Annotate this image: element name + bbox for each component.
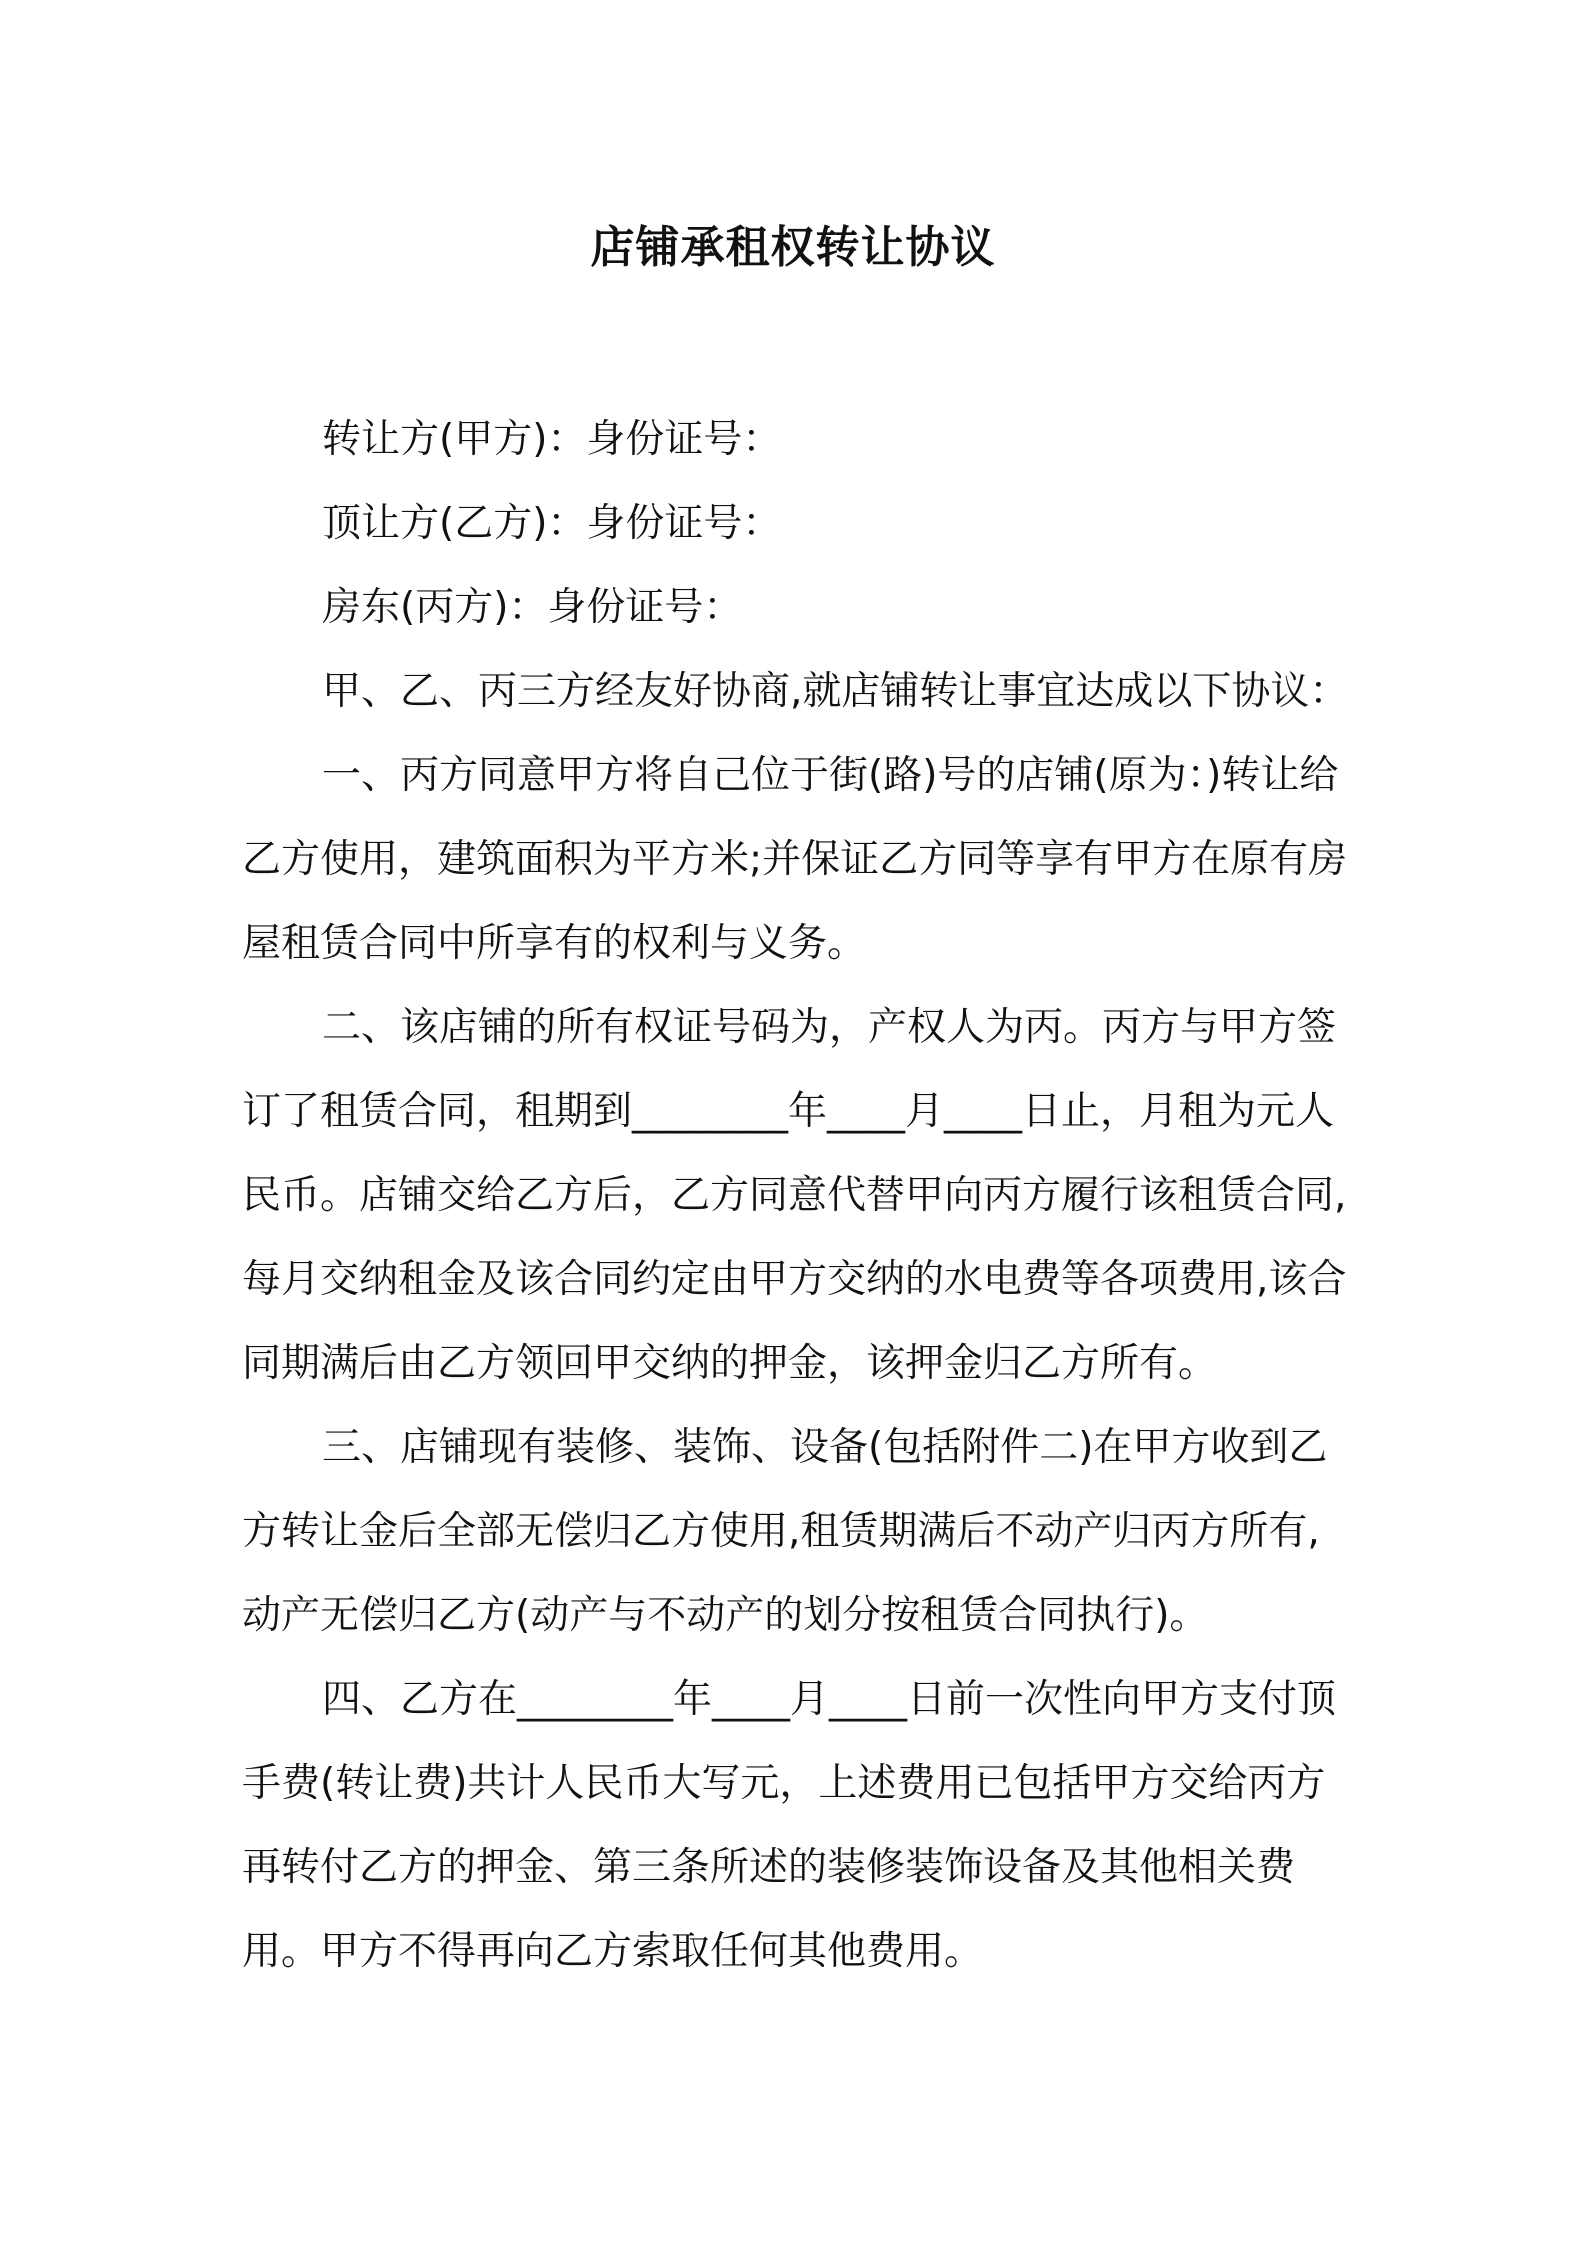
clause-2: 二、该店铺的所有权证号码为，产权人为丙。丙方与甲方签订了租赁合同，租期到________年____月____日止，月租为元人民币。店铺交给乙方后，乙方同意代替甲向丙方履行该租赁合同,每月交纳租金及该合同约定由甲方交纳的水电费等各项费用,该合同期满后由乙方领回甲交纳的押金，该押金归乙方所有。 xyxy=(242,1005,1347,1386)
clause-3: 三、店铺现有装修、装饰、设备(包括附件二)在甲方收到乙方转让金后全部无偿归乙方使用,租赁期满后不动产归丙方所有,动产无偿归乙方(动产与不动产的划分按租赁合同执行)。 xyxy=(242,1425,1328,1638)
agreement-intro: 甲、乙、丙三方经友好协商,就店铺转让事宜达成以下协议： xyxy=(322,669,1349,714)
document-body xyxy=(242,398,1356,1994)
clause-4: 四、乙方在________年____月____日前一次性向甲方支付顶手费(转让费)共计人民币大写元，上述费用已包括甲方交给丙方再转付乙方的押金、第三条所述的装修装饰设备及其他相关费用。甲方不得再向乙方索取任何其他费用。 xyxy=(242,1677,1337,1974)
clause-1: 一、丙方同意甲方将自己位于街(路)号的店铺(原为：)转让给乙方使用，建筑面积为平方米;并保证乙方同等享有甲方在原有房屋租赁合同中所享有的权利与义务。 xyxy=(242,753,1348,966)
party-transferor: 转让方(甲方)：身份证号： xyxy=(322,417,782,462)
party-landlord: 房东(丙方)：身份证号： xyxy=(322,585,743,630)
party-transferee: 顶让方(乙方)：身份证号： xyxy=(322,501,782,546)
document-title: 店铺承租权转让协议 xyxy=(590,222,996,273)
